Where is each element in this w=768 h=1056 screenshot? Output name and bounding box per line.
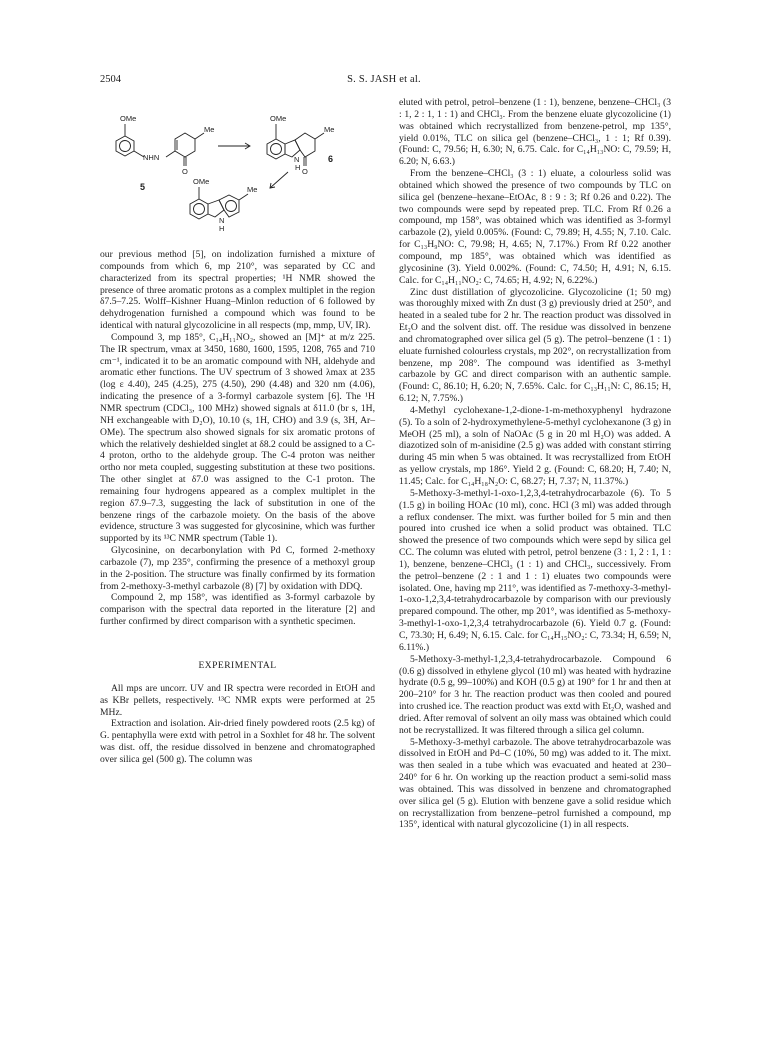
reaction-arrow-2 (270, 172, 288, 188)
body-paragraph: 5-Methoxy-3-methyl-1,2,3,4-tetrahydrocarbazole. Compound 6 (0.6 g) dissolved in ethylene glycol (10 ml) was heated with hydrazine hydrate (0.5 g, 99–100%) and KOH (0.5 g) at 190° for 1 hr and then at 200–210° for 3 hr. The reaction product was then cooled and poured into crushed ice. The reaction product was extd with Et₂O, washed and dried. After removal of solvent an oily mass was obtained which could not be recrystallized. It was filtered through a silica gel column. (399, 653, 671, 736)
me-label-product: Me (247, 185, 258, 194)
aromatic-circle (120, 141, 131, 152)
me-label-6: Me (324, 125, 335, 134)
body-paragraph: 5-Methoxy-3-methyl-1-oxo-1,2,3,4-tetrahydrocarbazole (6). To 5 (1.5 g) in boiling HOAc (10 ml), conc. HCl (3 ml) was added through a reflux condenser. The mixt. was further boiled for 5 min and then poured into crushed ice when a solid product was obtained. TLC showed the presence of two compounds which were sepd by silica gel CC. The column was eluted with petrol, petrol benzene (3 : 1, 2 : 1, 1 : 1), benzene, benzene–CHCl₃ (1 : 1) and CHCl₃, successively. From the petrol–benzene (2 : 1 and 1 : 1) eluates two compounds were isolated. One, having mp 211°, was identified as 7-methoxy-3-methyl-1-oxo-1,2,3,4-tetrahydrocarbazole by comparison with our previously prepared compound. The other, mp 201°, was identified as 5-methoxy-3-methyl-1-oxo-1,2,3,4 tetrahydrocarbazole (6). Yield 0.7 g. (Found: C, 73.30; H, 6.49; N, 6.15. Calc. for C₁₄H₁₅NO₂: C, 73.34; H, 6.59; N, 6.11%.) (399, 487, 671, 653)
scheme-drawing (100, 96, 375, 246)
compound-label-6: 6 (328, 154, 334, 164)
benzene-ring-5 (116, 136, 134, 156)
carbazole-left-ring (190, 199, 208, 219)
body-paragraph: 5-Methoxy-3-methyl carbazole. The above tetrahydrocarbazole was dissolved in EtOH and Pd–C (10%, 50 mg) was added to it. The mixt. was then sealed in a tube which was evacuated and heated at 230–240° for 6 hr. On working up the reaction product a semi-solid mass was obtained. This was dissolved in benzene and chromatographed over silica gel (5 g). Elution with benzene gave a solid residue which on recrystallization from benzene–petrol furnished a compound, mp 135°, identical with natural glycozolicine (1) in all respects. (399, 736, 671, 831)
body-paragraph: 4-Methyl cyclohexane-1,2-dione-1-m-methoxyphenyl hydrazone (5). To a soln of 2-hydroxymethylene-5-methyl cyclohexanone (3 g) in MeOH (25 ml), a soln of NaOAc (5 g in 20 ml H₂O) was added. A diazotized soln of m-anisidine (2.5 g) was added with constant stirring during 45 min when 5 was obtained. It was recrystallized from EtOH as yellow crystals, mp 186°. Yield 2 g. (Found: C, 68.20; H, 7.40; N, 11.45; Calc. for C₁₄H₁₈N₂O: C, 68.27; H, 7.37; N, 11.37%.) (399, 404, 671, 487)
body-paragraph: our previous method [5], on indolization furnished a mixture of compounds from which 6, mp 210°, was separated by CC and characterized from its spectral properties; ¹H NMR showed the presence of three aromatic protons as a complex multiplet in the region δ7.5–7.25. Wolff–Kishner Huang–Minlon reduction of 6 followed by dehydrogenation furnished a compound which was found to be identical with natural glycozolicine in all respects (mp, mmp, UV, IR). (100, 249, 375, 332)
body-paragraph: All mps are uncorr. UV and IR spectra were recorded in EtOH and as KBr pellets, respectively. ¹³C NMR expts were performed at 25 MHz. (100, 682, 375, 718)
ome-label-product: OMe (193, 177, 210, 186)
oxo-label-6: O (302, 167, 308, 176)
carbazole-pyrrole-ring (208, 200, 224, 217)
page-number: 2504 (100, 74, 121, 85)
cyclohexanone-ring-6 (295, 133, 315, 157)
me-label-5: Me (204, 125, 215, 134)
nhn-label: NHN (143, 153, 160, 162)
h-label-6: H (295, 163, 301, 172)
running-title: S. S. JASH et al. (347, 74, 421, 85)
body-paragraph: From the benzene–CHCl₃ (3 : 1) eluate, a colourless solid was obtained which showed the presence of two compounds by TLC on silica gel (benzene–hexane–EtOAc, 8 : 9 : 3; Rf 0.26 and 0.22). The two compounds were sepd by repeated prep. TLC. From Rf 0.26 a compound, mp 158°, was obtained which was identified as 3-formyl carbazole (2), yield 0.005%. (Found: C, 79.89; H, 4.55; N, 7.10. Calc. for C₁₃H₉NO: C, 79.98; H, 4.65; N, 7.17%.) From Rf 0.22 another compound, mp 185°, was obtained which was identified as glycosinine (3). Yield 0.002%. (Found: C, 74.50; H, 4.91; N, 6.15. Calc. for C₁₄H₁₁NO₂: C, 74.65; H, 4.92; N, 6.22%.) (399, 168, 671, 286)
left-column (100, 249, 375, 766)
body-paragraph: eluted with petrol, petrol–benzene (1 : 1), benzene, benzene–CHCl₃ (3 : 1, 2 : 1, 1 : 1) and CHCl₃. From the benzene eluate glycozolicine (1) was obtained which recrystallized from benzene-petrol, mp 135°, yield 0.01%, TLC on silica gel (benzene–CHCl₃, 1 : 1; Rf 0.39). (Found: C, 79.56; H, 6.30; N, 6.75. Calc. for C₁₄H₁₃NO: C, 79.59; H, 6.20; N, 6.63.) (399, 97, 671, 168)
running-header (100, 74, 668, 88)
ome-label-6: OMe (270, 114, 287, 123)
body-paragraph: Compound 3, mp 185°, C₁₄H₁₁NO₂, showed an [M]⁺ at m/z 225. The IR spectrum, νmax at 3450, 1680, 1600, 1595, 1208, 765 and 710 cm⁻¹, indicated it to be an aromatic compound with NH, aldehyde and aromatic ether functions. The UV spectrum of 3 showed λmax at 235 (log ε 4.40), 245 (4.25), 275 (4.50), 290 (4.48) and 320 nm (4.06), indicating the presence of a 3-formyl carbazole system [6]. The ¹H NMR spectrum (CDCl₃, 100 MHz) showed signals at δ11.0 (br s, 1H, NH exchangeable with D₂O), 10.10 (s, 1H, CHO) and 3.9 (s, 3H, Ar–OMe). The spectrum also showed signals for six aromatic protons of which the relatively deshielded singlet at δ8.2 could be assigned to a C-4 proton, ortho to the aldehyde group. The C-4 proton was neither ortho nor meta coupled, suggesting substitution at these two positions. The other singlet at δ7.0 was assigned to the C-1 proton. The remaining four hydrogens appeared as a complex multiplet in the region δ7.9–7.3, suggesting the lack of substitution in one of the benzene rings of the carbazole moiety. On the basis of the above evidence, structure 3 was suggested for glycosinine, which was further supported by its ¹³C NMR spectrum (Table 1). (100, 331, 375, 545)
nh-label-6: N (294, 155, 300, 164)
section-heading: EXPERIMENTAL (198, 661, 277, 671)
oxo-label-5: O (182, 167, 188, 176)
body-paragraph: Extraction and isolation. Air-dried finely powdered roots (2.5 kg) of G. pentaphylla were extd with petrol in a Soxhlet for 48 hr. The solvent was dist. off, the residue dissolved in benzene and chromatographed over silica gel (500 g). The column was (100, 718, 375, 765)
cyclohexane-ring-5 (175, 133, 195, 157)
right-column (399, 97, 671, 831)
compound-label-5: 5 (140, 182, 146, 192)
carbazole-right-ring (219, 195, 239, 217)
nh-label-product: N (219, 216, 225, 225)
body-paragraph: Zinc dust distillation of glycozolicine. Glycozolicine (1; 50 mg) was thoroughly mixed with Zn dust (3 g) previously dried at 250°, and heated in a sealed tube for 2 hr. The reaction product was dissolved in Et₂O and the solvent dist. off. The residue was dissolved in benzene and chromatographed over silica gel (5 g). The petrol–benzene (1 : 1) eluate furnished colourless crystals, mp 202°, on recrystallization from benzene, mp 208°. The compound was identified as 3-methyl carbazole by GC and direct comparison with an authentic sample. (Found: C, 86.10; H, 6.20; N, 7.65%. Calc. for C₁₃H₁₁N: C, 86.15; H, 6.12; N, 7.75%.) (399, 286, 671, 405)
h-label-product: H (219, 224, 225, 233)
body-paragraph: Glycosinine, on decarbonylation with Pd C, formed 2-methoxy carbazole (7), mp 235°, confirming the presence of a methoxyl group in the 2-position. The structure was finally confirmed by its formation from 2-methoxy-3-methyl carbazole (8) [7] by oxidation with DDQ. (100, 545, 375, 592)
body-paragraph: Compound 2, mp 158°, was identified as 3-formyl carbazole by comparison with the spectral data reported in the literature [2] and further confirmed by direct comparison with a synthetic specimen. (100, 592, 375, 628)
ome-label-5: OMe (120, 114, 137, 123)
benzene-ring-6 (267, 139, 285, 159)
reaction-scheme (100, 96, 375, 246)
